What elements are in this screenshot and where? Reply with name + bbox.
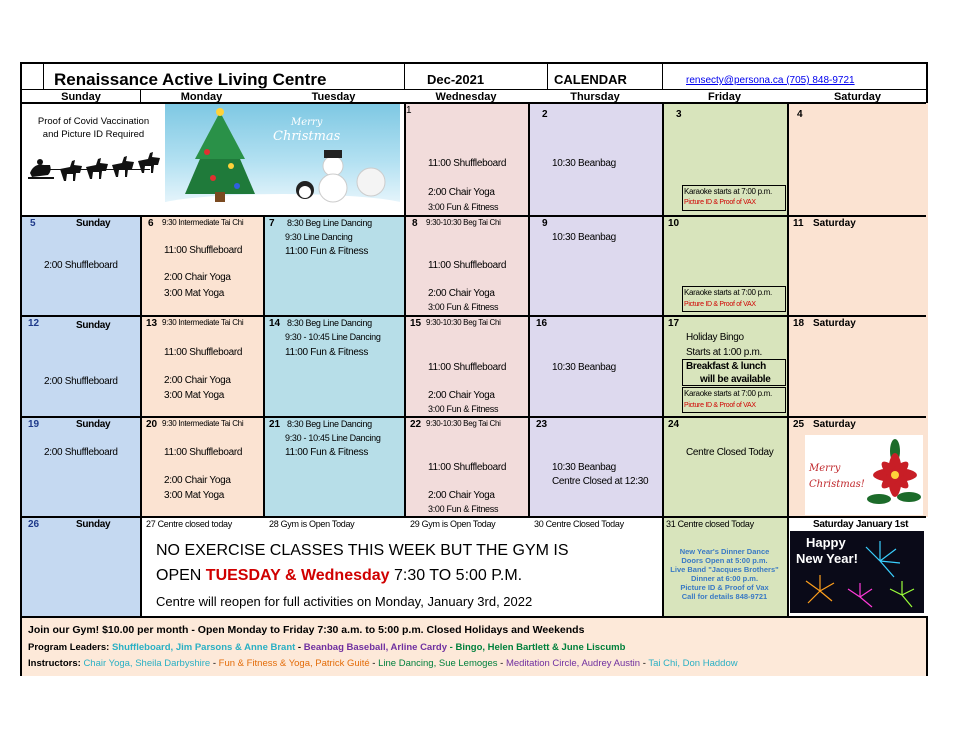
footer-instructors: Instructors: Chair Yoga, Sheila Darbyshire - Fun & Fitness & Yoga, Patrick Guité - Line Dancing, Sue Lemoges - Meditation Circle, Audrey Austin - Tai Chi, Don Haddow [28, 658, 738, 669]
day-cell-2: 2 10:30 Beanbag [528, 103, 662, 216]
day-wednesday: Wednesday [435, 91, 497, 103]
poinsettia-icon [865, 439, 923, 513]
grid-line [404, 102, 406, 516]
day-cell-11: 11 Saturday [787, 216, 928, 316]
banner-line-1: NO EXERCISE CLASSES THIS WEEK BUT THE GYM IS [156, 542, 569, 559]
day-cell-8: 8 9:30-10:30 Beg Tai Chi 11:00 Shuffleboard 2:00 Chair Yoga 3:00 Fun & Fitness [404, 216, 528, 316]
day-cell-9: 9 10:30 Beanbag [528, 216, 662, 316]
day-cell-7: 7 8:30 Beg Line Dancing 9:30 Line Dancing 11:00 Fun & Fitness [263, 216, 404, 316]
day-cell-17: 17 Holiday Bingo Starts at 1:00 p.m. Breakfast & lunch will be available Karaoke starts at 7:00 p.m. Picture ID & Proof of VAX [662, 316, 787, 417]
day-cell-23: 23 10:30 Beanbag Centre Closed at 12:30 [528, 417, 662, 517]
banner-line-2: OPEN TUESDAY & Wednesday 7:30 TO 5:00 P.M. [156, 567, 523, 584]
divider [662, 64, 663, 90]
day-cell-1: 1 11:00 Shuffleboard 2:00 Chair Yoga 3:00 Fun & Fitness [404, 103, 528, 216]
grid-line [140, 90, 141, 102]
day-cell-26: 26 Sunday [22, 517, 140, 616]
day-cell-13: 13 9:30 Intermediate Tai Chi 11:00 Shuffleboard 2:00 Chair Yoga 3:00 Mat Yoga [140, 316, 263, 417]
day-thursday: Thursday [570, 91, 620, 103]
day-cell-12: 12 Sunday 2:00 Shuffleboard [22, 316, 140, 417]
footer-program-leaders: Program Leaders: Shuffleboard, Jim Parsons & Anne Brant - Beanbag Baseball, Arline Cardy - Bingo, Helen Bartlett & June Liscumb [28, 642, 626, 653]
grid-line [140, 215, 142, 516]
leaders-run: - Bingo, Helen Bartlett & June Liscumb [447, 642, 626, 653]
day-cell-24: 24 Centre Closed Today [662, 417, 787, 517]
divider [547, 64, 548, 90]
grid-line [22, 102, 926, 104]
instructors-run: Chair Yoga, Sheila Darbyshire [83, 658, 211, 669]
christmas-text: Christmas! [809, 479, 865, 490]
month-label: Dec-2021 [427, 72, 485, 87]
grid-line [22, 516, 926, 518]
merry-text: Merry [809, 463, 841, 474]
day-cell-5: 5 Sunday 2:00 Shuffleboard [22, 216, 140, 316]
header-divider [22, 89, 926, 90]
grid-line [263, 215, 265, 516]
merry-text: Merry [290, 117, 323, 128]
day-cell-19: 19 Sunday 2:00 Shuffleboard [22, 417, 140, 517]
page-title: Renaissance Active Living Centre [54, 70, 327, 89]
header-spacer [22, 64, 44, 90]
instructors-run: - [497, 658, 506, 669]
christmas-text: Christmas [273, 129, 341, 144]
day-cell-16: 16 10:30 Beanbag [528, 316, 662, 417]
day-cell-28: 28 Gym is Open Today [269, 519, 355, 529]
covid-notice-cell [22, 103, 165, 216]
grid-line [787, 102, 789, 616]
grid-line [22, 215, 926, 217]
instructors-run: - [640, 658, 649, 669]
day-cell-31: 31 Centre closed Today New Year's Dinner Dance Doors Open at 5:00 p.m. Live Band "Jacques Brothers" Dinner at 6:00 p.m. Picture ID & Proof of Vax Call for details 848-9721 [662, 517, 787, 616]
day-cell-15: 15 9:30-10:30 Beg Tai Chi 11:00 Shuffleboard 2:00 Chair Yoga 3:00 Fun & Fitness [404, 316, 528, 417]
day-cell-18: 18 Saturday [787, 316, 928, 417]
leaders-run: Beanbag Baseball, Arline Cardy [303, 642, 448, 653]
notice-line: and Picture ID Required [42, 129, 145, 140]
footer-gym-info: Join our Gym! $10.00 per month - Open Monday to Friday 7:30 a.m. to 5:00 p.m. Closed Holidays and Weekends [28, 624, 585, 636]
day-cell-25: 25 Saturday Merry Christmas! [787, 417, 928, 517]
sleigh-silhouette-icon [26, 147, 164, 187]
day-friday: Friday [707, 91, 741, 103]
divider [404, 64, 405, 90]
leaders-run: Shuffleboard, Jim Parsons & Anne Brant [111, 642, 296, 653]
calendar-label: CALENDAR [554, 72, 627, 87]
grid-line [22, 315, 926, 317]
instructors-run: Tai Chi, Don Haddow [648, 658, 738, 669]
notice-line: Proof of Covid Vaccination [37, 116, 150, 127]
day-sunday: Sunday [61, 91, 101, 103]
happy-new-year-image: Happy New Year! [790, 531, 924, 613]
instructors-run: Fun & Fitness & Yoga, Patrick Guité [218, 658, 370, 669]
day-cell-14: 14 8:30 Beg Line Dancing 9:30 - 10:45 Line Dancing 11:00 Fun & Fitness [263, 316, 404, 417]
instructors-run: - [210, 658, 219, 669]
merry-christmas-image [805, 435, 923, 515]
day-cell-30: 30 Centre Closed Today [534, 519, 624, 529]
day-cell-29: 29 Gym is Open Today [410, 519, 496, 529]
grid-line [528, 102, 530, 516]
christmas-image [165, 104, 400, 210]
day-tuesday: Tuesday [311, 91, 356, 103]
day-cell-3: 3 Karaoke starts at 7:00 p.m. Picture ID & Proof of VAX [662, 103, 787, 216]
footer [22, 616, 926, 676]
day-cell-22: 22 9:30-10:30 Beg Tai Chi 11:00 Shuffleboard 2:00 Chair Yoga 3:00 Fun & Fitness [404, 417, 528, 517]
day-cell-10: 10 Karaoke starts at 7:00 p.m. Picture ID & Proof of VAX [662, 216, 787, 316]
instructors-run: Line Dancing, Sue Lemoges [378, 658, 498, 669]
instructors-run: - [369, 658, 379, 669]
day-cell-21: 21 8:30 Beg Line Dancing 9:30 - 10:45 Line Dancing 11:00 Fun & Fitness [263, 417, 404, 517]
week5-closed-banner [140, 517, 662, 616]
grid-line [22, 416, 926, 418]
instructors-run: Meditation Circle, Audrey Austin [505, 658, 641, 669]
day-saturday: Saturday [833, 91, 882, 103]
day-cell-20: 20 9:30 Intermediate Tai Chi 11:00 Shuffleboard 2:00 Chair Yoga 3:00 Mat Yoga [140, 417, 263, 517]
calendar [20, 62, 928, 676]
contact-link[interactable]: rensecty@persona.ca (705) 848-9721 [686, 75, 855, 86]
grid-line [140, 516, 142, 616]
leaders-run: - [295, 642, 304, 653]
grid-line [662, 102, 664, 616]
day-cell-4: 4 [787, 103, 928, 216]
day-cell-6: 6 9:30 Intermediate Tai Chi 11:00 Shuffleboard 2:00 Chair Yoga 3:00 Mat Yoga [140, 216, 263, 316]
day-cell-27: 27 Centre closed today [146, 519, 232, 529]
day-cell-jan-1: Saturday January 1st Happy New Year! [787, 517, 928, 616]
day-monday: Monday [180, 91, 223, 103]
banner-line-3: Centre will reopen for full activities on Monday, January 3rd, 2022 [156, 594, 533, 609]
